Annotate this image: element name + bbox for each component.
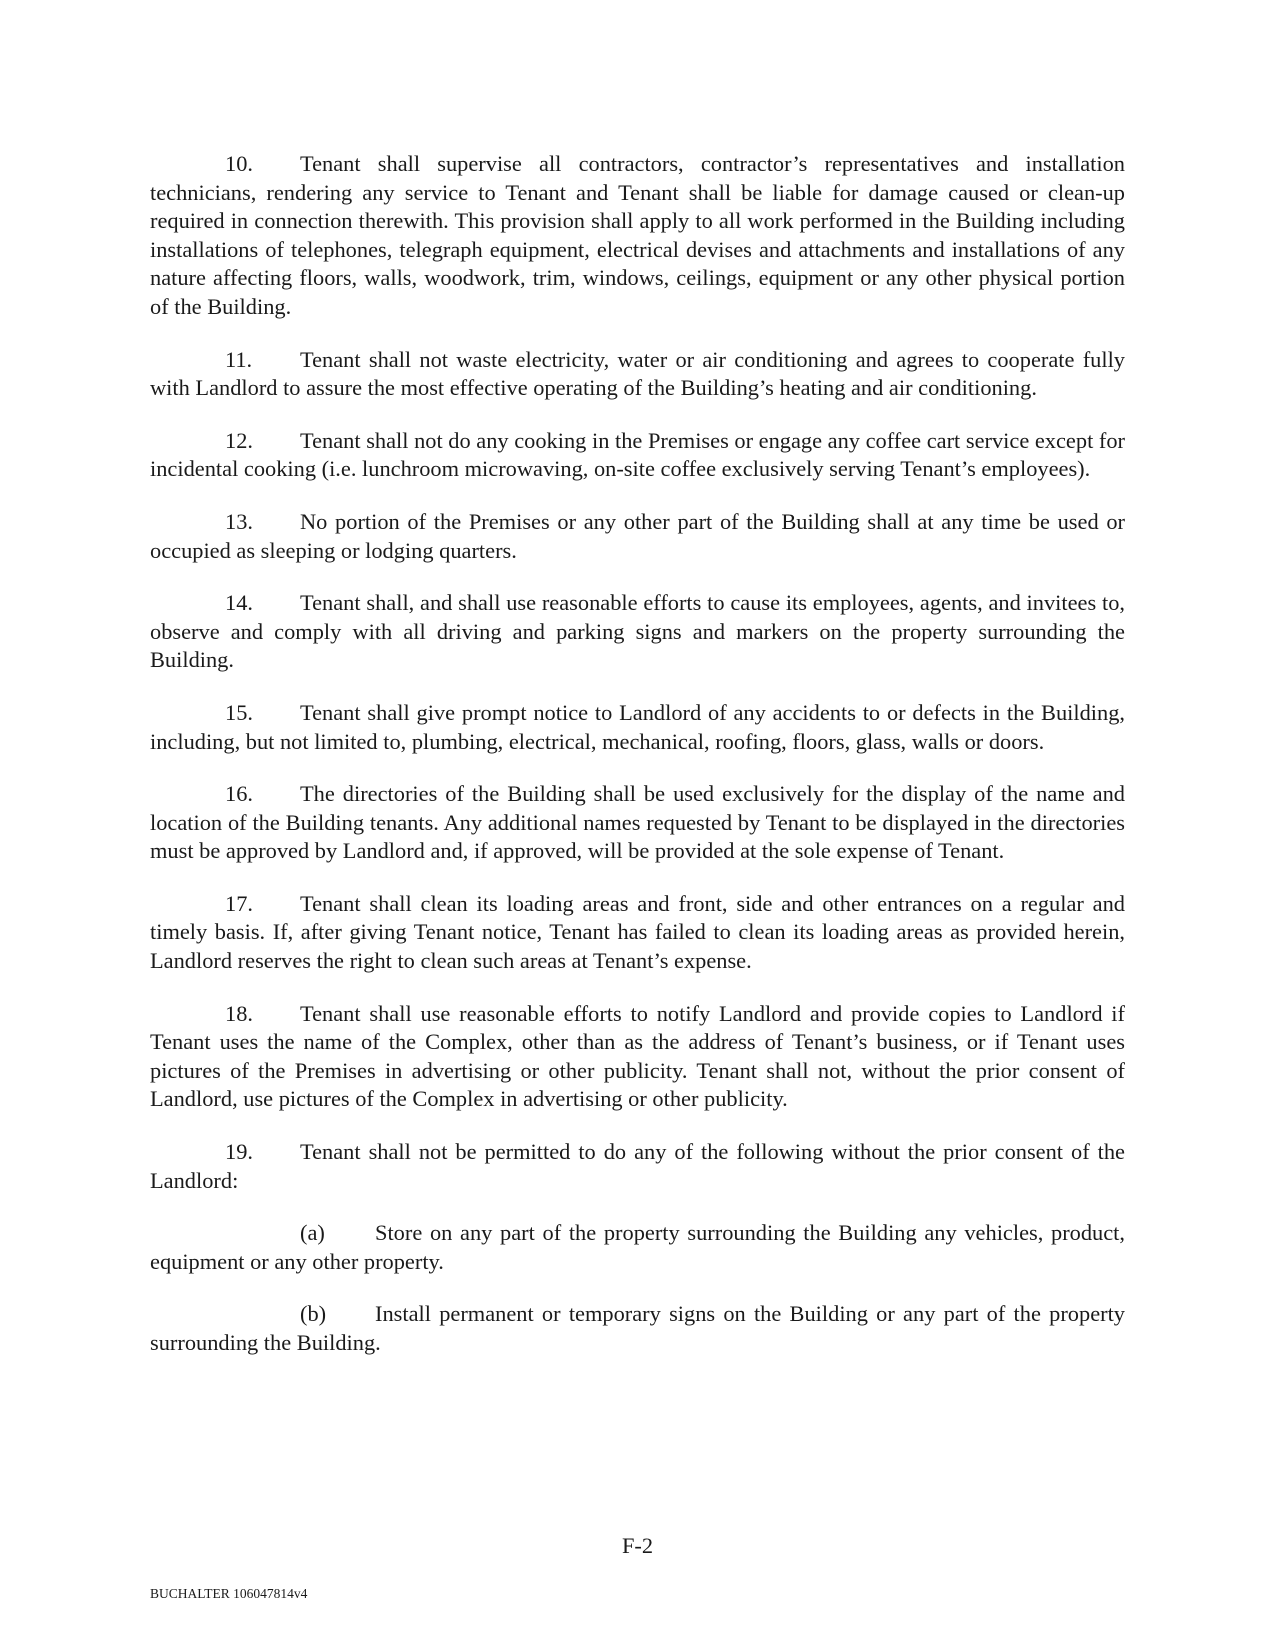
paragraph-text: Tenant shall not do any cooking in the Premises or engage any coffee cart service except for incidental cooking (i.e. lunchroom microwaving, on-site coffee exclusively serving Tenant’s employees).	[150, 427, 1125, 482]
paragraph-text: Tenant shall supervise all contractors, contractor’s representatives and installation technicians, rendering any service to Tenant and Tenant shall be liable for damage caused or clean-up required in connection therewith. This provision shall apply to all work performed in the Building including installations of telephones, telegraph equipment, electrical devises and attachments and installations of any nature affecting floors, walls, woodwork, trim, windows, ceilings, equipment or any other physical portion of the Building.	[150, 151, 1125, 319]
paragraph-number: 15.	[225, 699, 253, 725]
paragraph-13	[150, 508, 1125, 565]
paragraph-text: No portion of the Premises or any other part of the Building shall at any time be used or occupied as sleeping or lodging quarters.	[150, 508, 1125, 563]
subparagraph-label: (a)	[300, 1220, 325, 1246]
page-number: F-2	[621, 1533, 654, 1558]
paragraph-text: Tenant shall not waste electricity, water or air conditioning and agrees to cooperate fully with Landlord to assure the most effective operating of the Building’s heating and air conditioning.	[150, 346, 1125, 401]
paragraph-18	[150, 1000, 1125, 1114]
subparagraph-text: Store on any part of the property surrounding the Building any vehicles, product, equipment or any other property.	[150, 1220, 1125, 1274]
paragraph-16	[150, 780, 1125, 866]
paragraph-number: 18.	[225, 1000, 253, 1026]
paragraph-text: Tenant shall, and shall use reasonable efforts to cause its employees, agents, and invitees to, observe and comply with all driving and parking signs and markers on the property surrounding the Building.	[150, 590, 1125, 673]
document-id: BUCHALTER 106047814v4	[150, 1586, 308, 1601]
paragraph-14	[150, 589, 1125, 675]
paragraph-text: Tenant shall not be permitted to do any of the following without the prior consent of the Landlord:	[150, 1139, 1125, 1193]
paragraph-number: 17.	[225, 890, 253, 916]
paragraph-11	[150, 346, 1125, 403]
paragraph-text: Tenant shall give prompt notice to Landlord of any accidents to or defects in the Building, including, but not limited to, plumbing, electrical, mechanical, roofing, floors, glass, walls or doors.	[150, 699, 1125, 754]
subparagraph-b	[150, 1300, 1125, 1357]
paragraph-text: Tenant shall clean its loading areas and front, side and other entrances on a regular and timely basis. If, after giving Tenant notice, Tenant has failed to clean its loading areas as provided herein, Landlord reserves the right to clean such areas at Tenant’s expense.	[150, 890, 1125, 974]
subparagraph-a	[150, 1219, 1125, 1276]
subparagraph-text: Install permanent or temporary signs on the Building or any part of the property surrounding the Building.	[150, 1301, 1125, 1355]
paragraph-15	[150, 699, 1125, 756]
paragraph-10	[150, 150, 1125, 322]
paragraph-19	[150, 1138, 1125, 1195]
paragraph-number: 14.	[225, 590, 253, 616]
document-body	[150, 150, 1125, 1382]
paragraph-number: 19.	[225, 1139, 253, 1165]
paragraph-number: 11.	[225, 346, 253, 372]
subparagraph-label: (b)	[300, 1301, 327, 1327]
paragraph-number: 12.	[225, 427, 253, 453]
paragraph-text: The directories of the Building shall be used exclusively for the display of the name and location of the Building tenants. Any additional names requested by Tenant to be displayed in the directories must be approved by Landlord and, if approved, will be provided at the sole expense of Tenant.	[150, 781, 1125, 864]
paragraph-number: 16.	[225, 781, 253, 807]
paragraph-text: Tenant shall use reasonable efforts to notify Landlord and provide copies to Landlord if Tenant uses the name of the Complex, other than as the address of Tenant’s business, or if Tenant uses pictures of the Premises in advertising or other publicity. Tenant shall not, without the prior consent of Landlord, use pictures of the Complex in advertising or other publicity.	[150, 1000, 1125, 1112]
paragraph-12	[150, 427, 1125, 484]
paragraph-17	[150, 890, 1125, 976]
paragraph-number: 13.	[225, 508, 253, 534]
paragraph-number: 10.	[225, 151, 253, 176]
